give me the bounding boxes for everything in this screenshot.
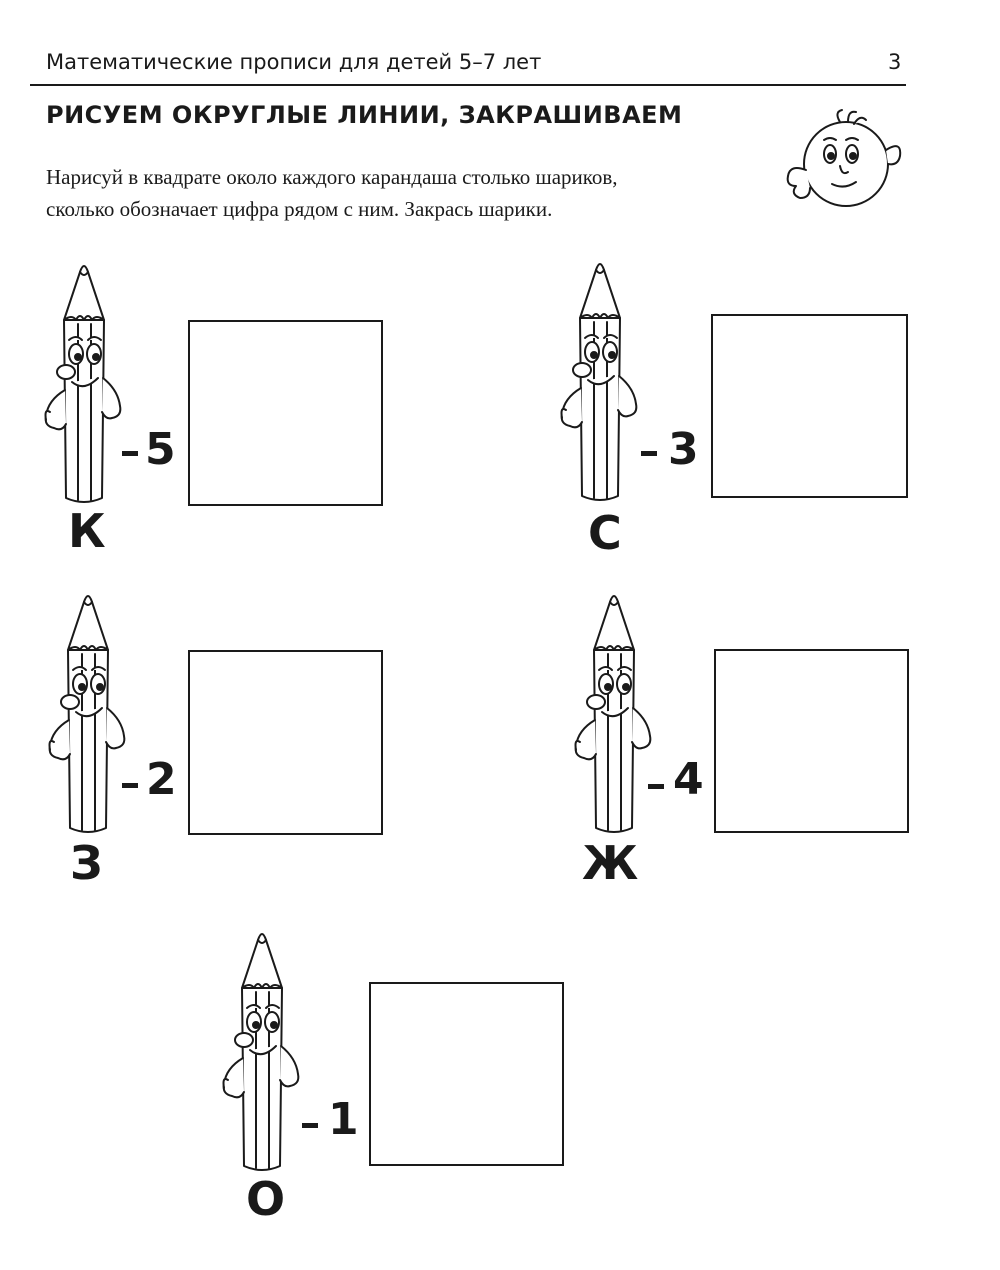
task-number: 5 bbox=[145, 424, 176, 475]
worksheet-title: РИСУЕМ ОКРУГЛЫЕ ЛИНИИ, ЗАКРАШИВАЕМ bbox=[46, 101, 683, 129]
answer-box[interactable] bbox=[188, 650, 383, 835]
answer-box[interactable] bbox=[711, 314, 908, 498]
pencil-character-icon bbox=[214, 928, 310, 1178]
pencil-character-icon bbox=[40, 590, 136, 840]
task-letter: С bbox=[588, 506, 622, 560]
instruction-line-2: сколько обозначает цифра рядом с ним. Закрась шарики. bbox=[46, 197, 553, 221]
header-divider bbox=[30, 84, 906, 86]
task-letter: О bbox=[246, 1172, 286, 1226]
pencil-character-icon bbox=[36, 260, 132, 510]
dash bbox=[648, 784, 664, 789]
pencil-character-icon bbox=[566, 590, 662, 840]
task-number: 2 bbox=[146, 754, 177, 805]
smiling-face-icon bbox=[782, 106, 904, 216]
answer-box[interactable] bbox=[369, 982, 564, 1166]
dash bbox=[122, 783, 138, 788]
dash bbox=[302, 1123, 318, 1128]
dash bbox=[122, 451, 138, 456]
answer-box[interactable] bbox=[714, 649, 909, 833]
pencil-character-icon bbox=[552, 258, 648, 508]
page-number: 3 bbox=[888, 50, 902, 74]
answer-box[interactable] bbox=[188, 320, 383, 506]
task-number: 1 bbox=[328, 1094, 359, 1145]
task-number: 3 bbox=[668, 424, 699, 475]
task-number: 4 bbox=[673, 754, 704, 805]
task-letter: Ж bbox=[582, 836, 639, 890]
task-letter: К bbox=[68, 504, 106, 558]
book-title: Математические прописи для детей 5–7 лет bbox=[46, 50, 542, 74]
dash bbox=[641, 451, 657, 456]
instruction-line-1: Нарисуй в квадрате около каждого карандаша столько шариков, bbox=[46, 165, 618, 189]
task-letter: З bbox=[70, 836, 103, 890]
